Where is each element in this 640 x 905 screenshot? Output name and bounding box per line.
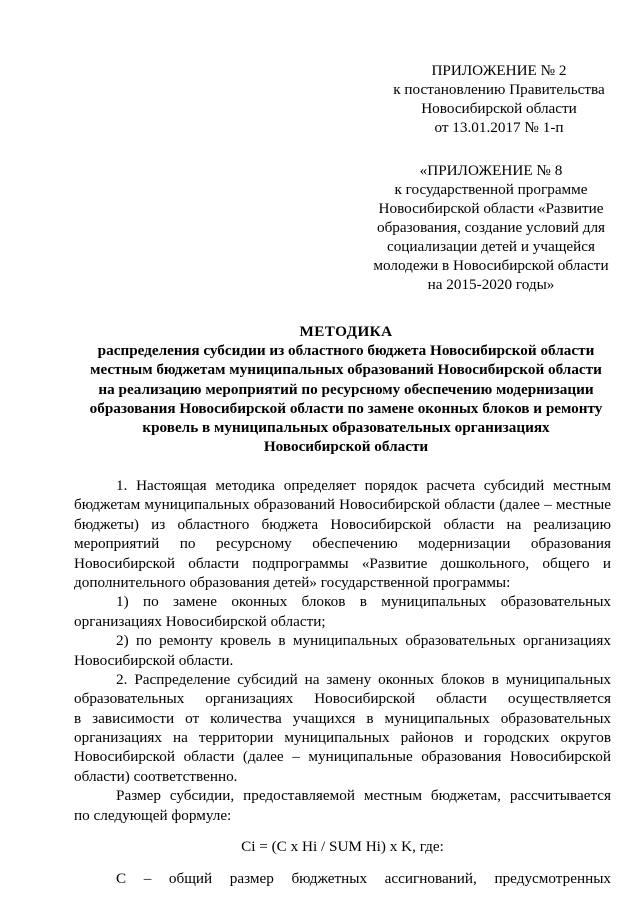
body-line: бюджетам муниципальных образований Новосибирской области (далее – местные — [74, 496, 611, 514]
appendix-8-header — [355, 161, 627, 294]
appendix-8-line: образования, создание условий для — [376, 219, 606, 236]
paragraph-gap — [74, 857, 611, 869]
title-line: кровель в муниципальных образовательных организациях — [142, 419, 550, 437]
title-line: Новосибирской области — [263, 438, 429, 456]
body-line: 2) по ремонту кровель в муниципальных образовательных организациях — [116, 632, 611, 650]
appendix-2-line: ПРИЛОЖЕНИЕ № 2 — [431, 62, 567, 79]
body-line: по следующей формуле: — [74, 806, 232, 824]
title-line: распределения субсидии из областного бюджета Новосибирской области — [97, 342, 595, 360]
paragraph-gap — [74, 825, 611, 837]
body-line: организациях на территории муниципальных районов и городских округов — [74, 729, 611, 747]
title-line: на реализацию мероприятий по ресурсному обеспечению модернизации — [98, 380, 594, 398]
appendix-8-line: к государственной программе — [394, 181, 588, 198]
appendix-8-line: молодежи в Новосибирской области — [373, 257, 609, 274]
appendix-8-line: «ПРИЛОЖЕНИЕ № 8 — [419, 162, 563, 179]
body-line: 1) по замене оконных блоков в муниципальных образовательных — [116, 593, 611, 611]
title-line: местным бюджетам муниципальных образований Новосибирской области — [90, 361, 602, 379]
body-line: Новосибирской области. — [74, 651, 234, 669]
title-main: МЕТОДИКА — [299, 323, 393, 340]
body-line: Новосибирской области подпрограммы «Развитие дошкольного, общего и — [74, 554, 611, 572]
body-line: мероприятий по ресурсному обеспечению модернизации образования — [74, 535, 611, 553]
body-line: образовательных организациях Новосибирской области осуществляется — [74, 690, 611, 708]
title-line: образования Новосибирской области по замене оконных блоков и ремонту — [89, 399, 603, 417]
body-line: Новосибирской области (далее – муниципальные образования Новосибирской — [74, 748, 611, 766]
body-line: Размер субсидии, предоставляемой местным бюджетам, рассчитывается — [116, 787, 611, 805]
body-line: бюджеты) из областного бюджета Новосибирской области на реализацию — [74, 515, 611, 533]
document-title — [64, 322, 628, 456]
body-line: в зависимости от количества учащихся в муниципальных образовательных — [74, 709, 611, 727]
appendix-8-line: социализации детей и учащейся — [386, 238, 596, 255]
body-line: 1. Настоящая методика определяет порядок расчета субсидий местным — [116, 477, 611, 494]
appendix-2-line: Новосибирской области — [421, 100, 577, 117]
appendix-2-header — [369, 61, 629, 137]
appendix-2-line: к постановлению Правительства — [393, 81, 605, 98]
body-line: C – общий размер бюджетных ассигнований, предусмотренных — [116, 870, 611, 888]
appendix-8-line: Новосибирской области «Развитие — [378, 200, 604, 217]
subsidy-formula: Ci = (C x Hi / SUM Hi) x K, где: — [241, 838, 444, 856]
document-body — [74, 476, 611, 888]
body-line: 2. Распределение субсидий на замену оконных блоков в муниципальных — [116, 670, 611, 688]
appendix-8-line: на 2015-2020 годы» — [427, 276, 555, 293]
body-line: области) соответственно. — [74, 767, 238, 785]
body-line: дополнительного образования детей» государственной программы: — [74, 573, 511, 591]
appendix-2-line: от 13.01.2017 № 1-п — [434, 119, 564, 136]
body-line: организациях Новосибирской области; — [74, 612, 326, 630]
